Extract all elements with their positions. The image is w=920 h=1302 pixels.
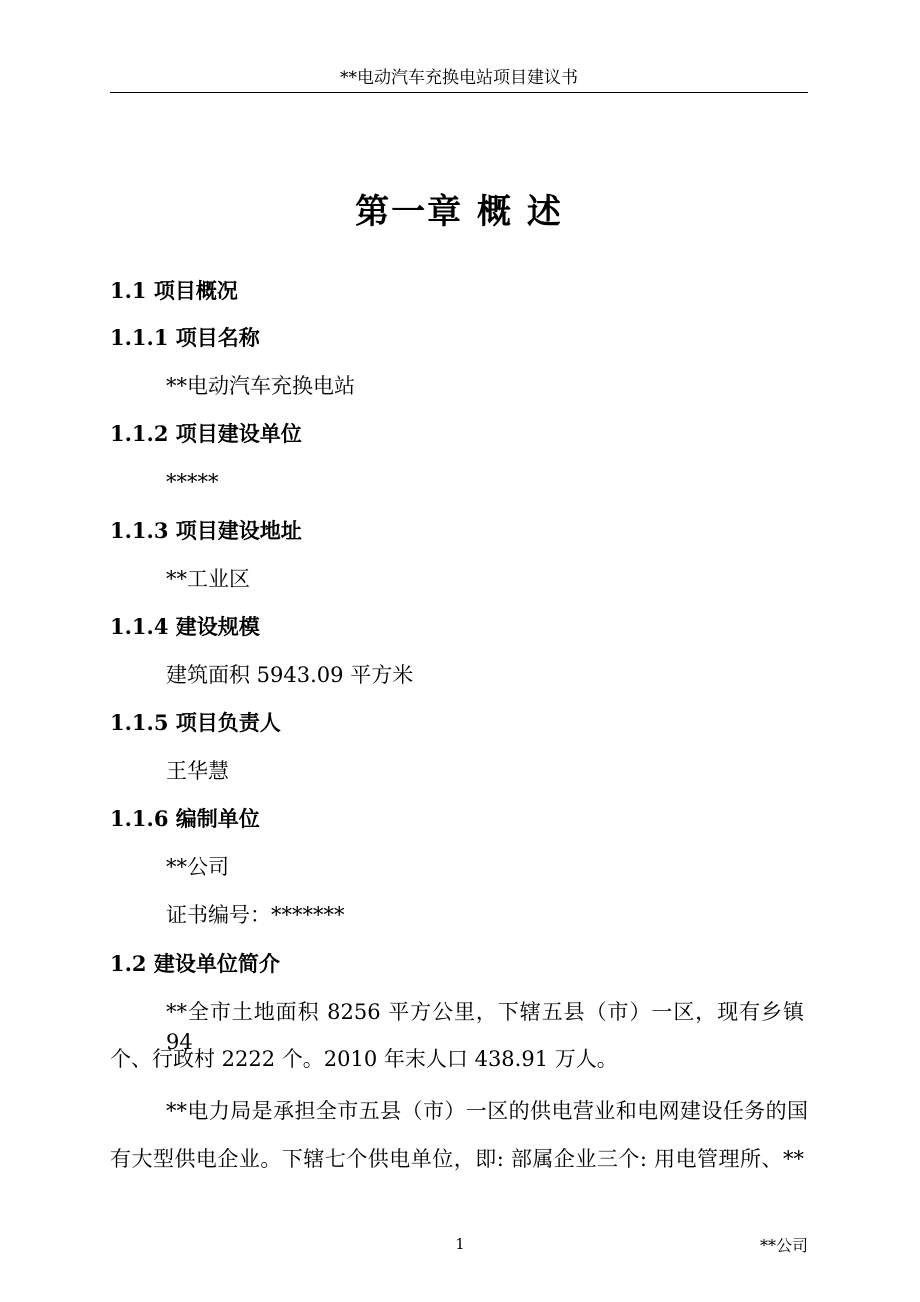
section-heading-1-2: 1.2 建设单位简介	[110, 951, 280, 976]
header-rule	[110, 92, 808, 93]
paragraph-2-line-2: 有大型供电企业。下辖七个供电单位，即: 部属企业三个: 用电管理所、**	[110, 1147, 804, 1171]
page-number: 1	[455, 1235, 465, 1253]
scale-text: 建筑面积 5943.09 平方米	[166, 663, 414, 687]
paragraph-1-line-1: **全市土地面积 8256 平方公里，下辖五县（市）一区，现有乡镇 94	[166, 1000, 804, 1054]
project-name-text: **电动汽车充换电站	[166, 374, 355, 398]
leader-text: 王华慧	[166, 759, 229, 783]
chapter-title: 第一章 概 述	[355, 192, 563, 232]
section-heading-1-1-3: 1.1.3 项目建设地址	[110, 518, 302, 543]
paragraph-2-line-1: **电力局是承担全市五县（市）一区的供电营业和电网建设任务的国	[166, 1099, 808, 1123]
section-heading-1-1-6: 1.1.6 编制单位	[110, 806, 260, 831]
address-text: **工业区	[166, 567, 250, 591]
footer-company: **公司	[759, 1236, 808, 1255]
section-heading-1-1-4: 1.1.4 建设规模	[110, 614, 260, 639]
section-heading-1-1-2: 1.1.2 项目建设单位	[110, 421, 302, 446]
compiler-text: **公司	[166, 855, 229, 879]
paragraph-1-line-2: 个、行政村 2222 个。2010 年末人口 438.91 万人。	[110, 1047, 618, 1071]
running-header: **电动汽车充换电站项目建议书	[340, 68, 578, 88]
certificate-text: 证书编号：*******	[166, 903, 345, 927]
section-heading-1-1-5: 1.1.5 项目负责人	[110, 710, 281, 735]
builder-text: *****	[166, 470, 219, 494]
section-heading-1-1-1: 1.1.1 项目名称	[110, 325, 260, 350]
section-heading-1-1: 1.1 项目概况	[110, 278, 238, 303]
